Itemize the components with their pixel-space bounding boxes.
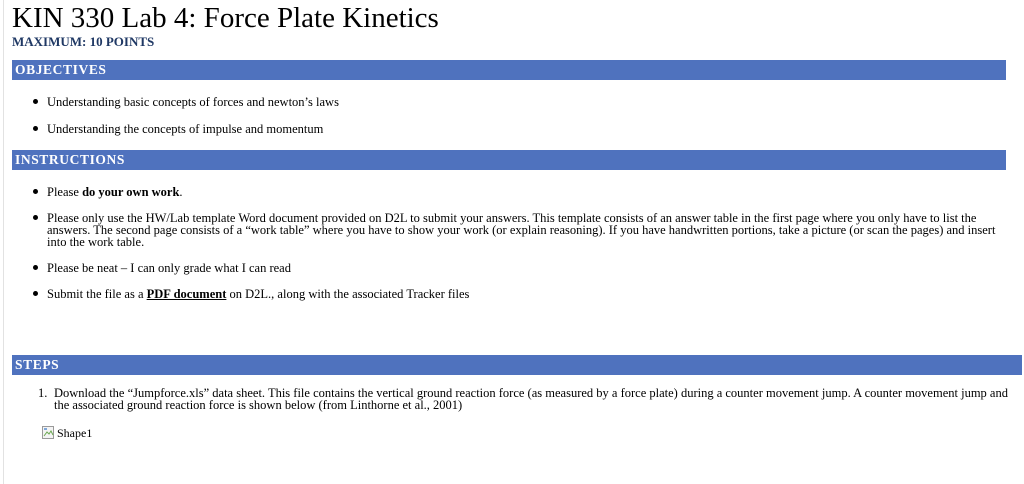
list-item: Understanding basic concepts of forces and newton’s laws xyxy=(12,96,339,108)
bullet xyxy=(33,99,38,104)
bullet xyxy=(33,126,38,131)
step-number: 1. xyxy=(38,386,48,400)
list-item: Please do your own work. xyxy=(12,186,1012,198)
list-item: Please be neat – I can only grade what I can read xyxy=(12,262,1012,274)
page-title: KIN 330 Lab 4: Force Plate Kinetics xyxy=(12,2,439,34)
image-alt-text: Shape1 xyxy=(57,426,93,440)
bullet xyxy=(33,215,38,220)
bullet xyxy=(33,291,38,296)
list-item: Understanding the concepts of impulse and momentum xyxy=(12,123,339,135)
list-item: Submit the file as a PDF document on D2L., along with the associated Tracker files xyxy=(12,288,1012,300)
pdf-document-link[interactable]: PDF document xyxy=(146,287,227,301)
instructions-list xyxy=(12,186,1012,300)
shape1-image-placeholder xyxy=(42,426,92,440)
bullet xyxy=(33,265,38,270)
instructions-heading: INSTRUCTIONS xyxy=(12,150,1006,170)
list-item: Please only use the HW/Lab template Word document provided on D2L to submit your answers. This template consists of an answer table in the first page where you only have to list the answers. The second page consists of a “work table” where you have to show your work (or explain reasoning). If you have handwritten portions, take a picture (or scan the pages) and insert into the work table. xyxy=(12,212,1012,248)
bullet xyxy=(33,189,38,194)
page-left-border xyxy=(3,0,4,484)
max-points: MAXIMUM: 10 POINTS xyxy=(12,34,155,49)
step-1: 1. Download the “Jumpforce.xls” data sheet. This file contains the vertical ground reaction force (as measured by a force plate) during a counter movement jump. A counter movement jump and the associated ground reaction force is shown below (from Linthorne et al., 2001) xyxy=(38,386,1008,412)
objectives-heading: OBJECTIVES xyxy=(12,60,1006,80)
steps-heading: STEPS xyxy=(12,355,1022,375)
broken-image-icon xyxy=(42,426,56,440)
objectives-list xyxy=(12,96,339,135)
emphasis-text: do your own work xyxy=(82,185,180,199)
